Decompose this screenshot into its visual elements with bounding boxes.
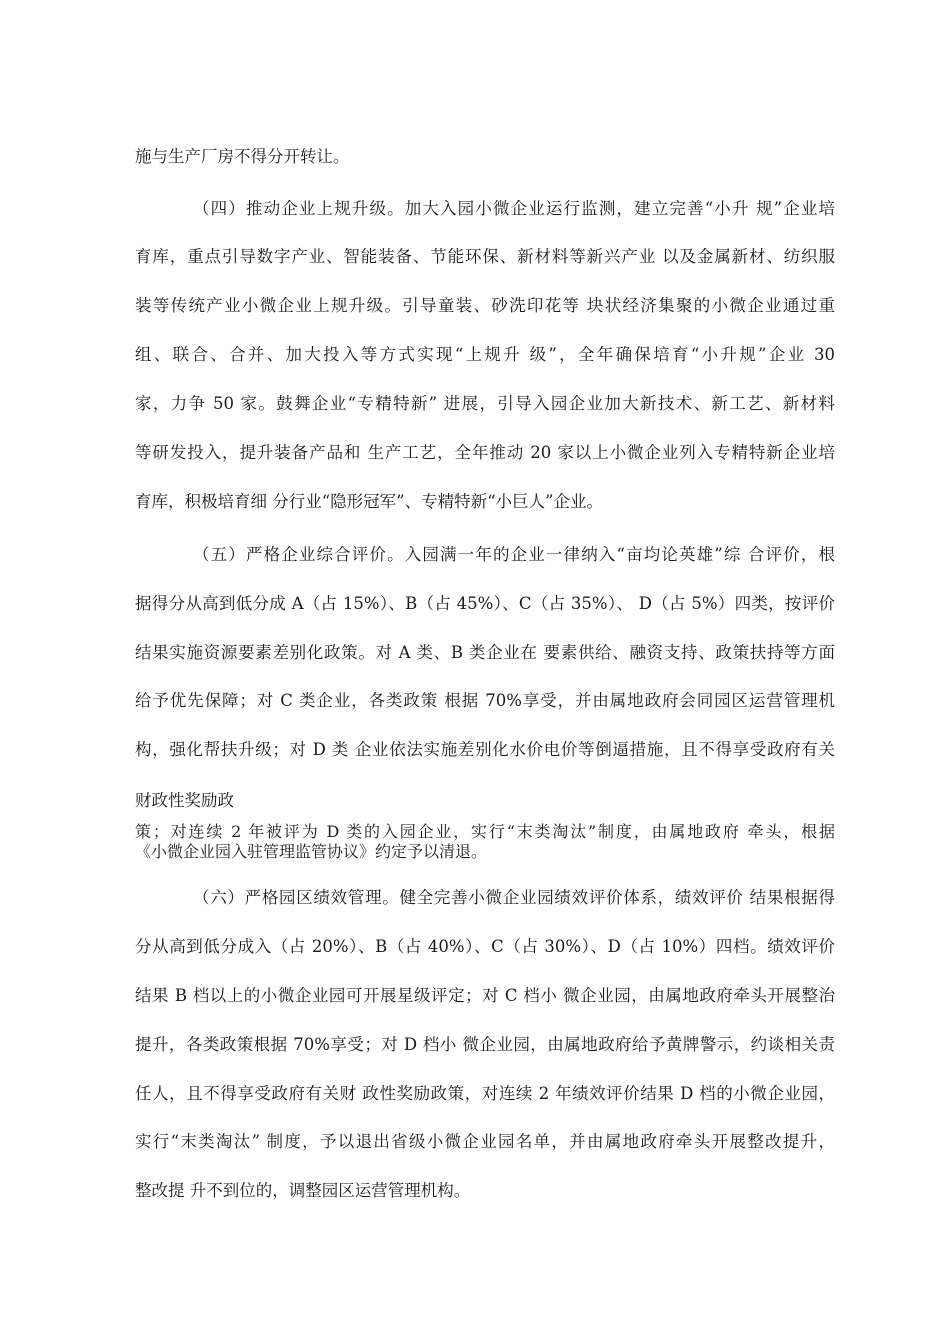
paragraph-line: 家，力争 50 家。鼓舞企业“专精特新” 进展，引导入园企业加大新技术、新工艺、新材料 — [135, 394, 835, 413]
paragraph-line: 等研发投入，提升装备产品和 生产工艺，全年推动 20 家以上小微企业列入专精特新企业培 — [135, 443, 835, 462]
paragraph-line: 构，强化帮扶升级；对 D 类 企业依法实施差别化水价电价等倒逼措施，且不得享受政府有关 — [135, 740, 835, 759]
paragraph-line: （五）严格企业综合评价。入园满一年的企业一律纳入“亩均论英雄”综 合评价，根 — [193, 545, 835, 564]
paragraph-line: 育库，积极培育细 分行业“隐形冠军”、专精特新“小巨人”企业。 — [135, 492, 603, 511]
paragraph-line: 财政性奖励政 — [135, 791, 234, 810]
paragraph-line: 分从高到低分成入（占 20%）、B（占 40%）、C（占 30%）、D（占 10%）四档。绩效评价 — [135, 937, 835, 956]
paragraph-line: 施与生产厂房不得分开转让。 — [135, 147, 350, 166]
paragraph-line: （六）严格园区绩效管理。健全完善小微企业园绩效评价体系，绩效评价 结果根据得 — [193, 888, 835, 907]
paragraph-line: 提升，各类政策根据 70%享受；对 D 档小 微企业园，由属地政府给予黄牌警示，约谈相关责 — [135, 1035, 835, 1054]
paragraph-line: 实行“末类淘汰” 制度，予以退出省级小微企业园名单，并由属地政府牵头开展整改提升， — [135, 1132, 835, 1151]
paragraph-line: 装等传统产业小微企业上规升级。引导童装、砂洗印花等 块状经济集聚的小微企业通过重 — [135, 296, 835, 315]
paragraph-line: 组、联合、合并、加大投入等方式实现“上规升 级”，全年确保培育“小升规”企业 30 — [135, 345, 835, 364]
paragraph-line: 给予优先保障；对 C 类企业，各类政策 根据 70%享受，并由属地政府会同园区运营管理机 — [135, 691, 835, 710]
paragraph-line: 策；对连续 2 年被评为 D 类的入园企业，实行“末类淘汰”制度，由属地政府 牵头，根据 — [135, 822, 835, 841]
paragraph-line: 育库，重点引导数字产业、智能装备、节能环保、新材料等新兴产业 以及金属新材、纺织服 — [135, 247, 835, 266]
paragraph-line: 《小微企业园入驻管理监管协议》约定予以清退。 — [135, 842, 488, 861]
paragraph-line: （四）推动企业上规升级。加大入园小微企业运行监测，建立完善“小升 规”企业培 — [193, 199, 835, 218]
paragraph-line: 据得分从高到低分成 A（占 15%）、B（占 45%）、C（占 35%）、 D（占 5%）四类，按评价 — [135, 594, 835, 613]
paragraph-line: 结果 B 档以上的小微企业园可开展星级评定；对 C 档小 微企业园，由属地政府牵头开展整治 — [135, 986, 835, 1005]
paragraph-line: 整改提 升不到位的，调整园区运营管理机构。 — [135, 1181, 471, 1200]
paragraph-line: 结果实施资源要素差别化政策。对 A 类、B 类企业在 要素供给、融资支持、政策扶持等方面 — [135, 643, 835, 662]
paragraph-line: 任人，且不得享受政府有关财 政性奖励政策，对连续 2 年绩效评价结果 D 档的小微企业园， — [135, 1084, 835, 1103]
